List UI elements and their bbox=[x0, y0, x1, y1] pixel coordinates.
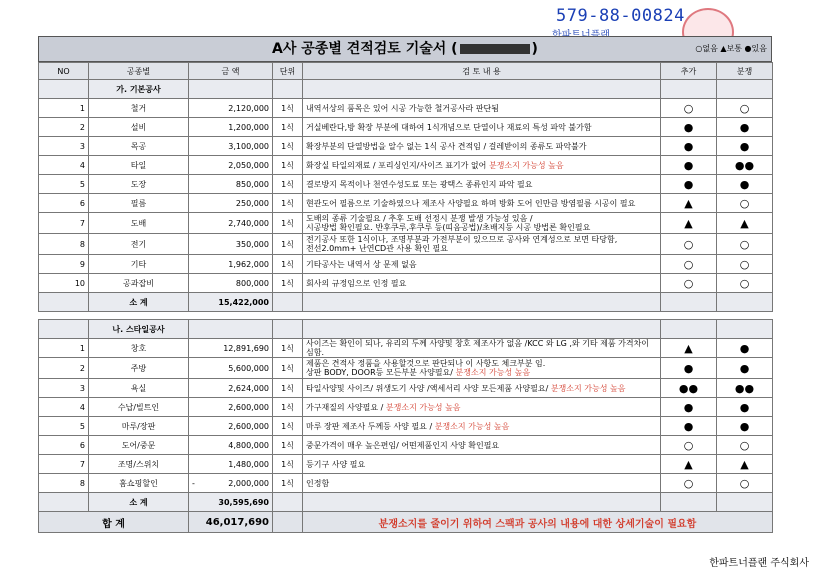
row-unit: 1식 bbox=[273, 398, 303, 417]
header-review: 검 토 내 용 bbox=[303, 63, 661, 80]
row-unit: 1식 bbox=[273, 234, 303, 255]
table-row bbox=[39, 255, 773, 274]
document-title-bar: A사 공종별 견적검토 기술서 ( ) ○없음 ▲보통 ●있음 bbox=[38, 36, 772, 62]
row-trade: 도장 bbox=[89, 175, 189, 194]
table-row bbox=[39, 339, 773, 358]
review-text: 가구재질의 사양필요 / bbox=[306, 402, 386, 412]
row-trade: 마루/장판 bbox=[89, 417, 189, 436]
table-row bbox=[39, 213, 773, 234]
add-marker: ● bbox=[661, 156, 717, 175]
subtotal-amount: 15,422,000 bbox=[189, 293, 273, 312]
row-review bbox=[303, 274, 661, 293]
row-amount bbox=[189, 274, 273, 293]
dispute-marker: ○ bbox=[717, 194, 773, 213]
row-amount bbox=[189, 99, 273, 118]
estimate-sheet bbox=[38, 36, 772, 533]
row-trade: 홈쇼핑할인 bbox=[89, 474, 189, 493]
amount-value: 12,891,690 bbox=[223, 343, 269, 353]
row-no: 10 bbox=[39, 274, 89, 293]
add-marker: ● bbox=[661, 137, 717, 156]
row-review bbox=[303, 379, 661, 398]
dispute-marker: ● bbox=[717, 175, 773, 194]
section-label: 나. 스타일공사 bbox=[89, 320, 189, 339]
add-marker: ● bbox=[661, 175, 717, 194]
row-no: 1 bbox=[39, 99, 89, 118]
subtotal-row bbox=[39, 293, 773, 312]
add-marker: ○ bbox=[661, 99, 717, 118]
add-marker: ● bbox=[661, 118, 717, 137]
header-no: NO bbox=[39, 63, 89, 80]
row-no: 3 bbox=[39, 137, 89, 156]
add-marker: ▲ bbox=[661, 213, 717, 234]
dispute-marker: ●● bbox=[717, 156, 773, 175]
row-no: 9 bbox=[39, 255, 89, 274]
row-unit: 1식 bbox=[273, 274, 303, 293]
row-no: 8 bbox=[39, 474, 89, 493]
add-marker: ○ bbox=[661, 436, 717, 455]
header-unit: 단위 bbox=[273, 63, 303, 80]
row-amount bbox=[189, 255, 273, 274]
row-trade: 타일 bbox=[89, 156, 189, 175]
row-unit: 1식 bbox=[273, 156, 303, 175]
row-trade: 수납/빌트인 bbox=[89, 398, 189, 417]
row-review bbox=[303, 118, 661, 137]
row-no: 8 bbox=[39, 234, 89, 255]
review-text: 제품은 견적사 정품을 사용할것으로 판단되나 이 사항도 체크부분 임. bbox=[306, 359, 546, 368]
table-row bbox=[39, 175, 773, 194]
header-amount: 금 액 bbox=[189, 63, 273, 80]
dispute-marker: ▲ bbox=[717, 213, 773, 234]
amount-value: 2,600,000 bbox=[228, 402, 269, 412]
row-no: 6 bbox=[39, 194, 89, 213]
row-unit: 1식 bbox=[273, 213, 303, 234]
row-unit: 1식 bbox=[273, 137, 303, 156]
row-trade: 철거 bbox=[89, 99, 189, 118]
row-amount bbox=[189, 398, 273, 417]
review-text: 인정함 bbox=[306, 478, 330, 488]
add-marker: ▲ bbox=[661, 455, 717, 474]
dispute-marker: ● bbox=[717, 358, 773, 379]
review-table bbox=[38, 62, 773, 533]
header-row bbox=[39, 63, 773, 80]
row-amount bbox=[189, 213, 273, 234]
dispute-marker: ● bbox=[717, 398, 773, 417]
row-review bbox=[303, 234, 661, 255]
add-marker: ○ bbox=[661, 274, 717, 293]
row-amount bbox=[189, 234, 273, 255]
row-no: 2 bbox=[39, 358, 89, 379]
dispute-marker: ○ bbox=[717, 234, 773, 255]
amount-value: 1,200,000 bbox=[228, 122, 269, 132]
subtotal-label: 소 계 bbox=[89, 493, 189, 512]
amount-value: 5,600,000 bbox=[228, 363, 269, 373]
total-amount: 46,017,690 bbox=[189, 512, 273, 533]
amount-value: 1,962,000 bbox=[228, 259, 269, 269]
review-text: 결로방지 목적이나 천연수성도료 또는 광택스 종류인지 파악 필요 bbox=[306, 179, 533, 189]
table-row bbox=[39, 118, 773, 137]
table-row bbox=[39, 274, 773, 293]
review-warning: 분쟁소지 가능성 높음 bbox=[434, 421, 510, 431]
table-row bbox=[39, 474, 773, 493]
row-review bbox=[303, 358, 661, 379]
review-text: 확장부분의 단열방법을 알수 없는 1식 공사 견적임 / 걸레받이의 종류도 파악불가 bbox=[306, 141, 587, 151]
review-text: 사이즈는 확인이 되나, 유리의 두께 사양및 창호 제조사가 없음 /KCC 와 LG ,와 기타 제품 가격차이 심함. bbox=[306, 339, 650, 357]
review-text-line2: 전선2.0mm+ 난연CD관 사용 확인 필요 bbox=[306, 244, 448, 253]
header-add: 추가 bbox=[661, 63, 717, 80]
review-warning: 분쟁소지 가능성 높음 bbox=[385, 402, 461, 412]
dispute-marker: ● bbox=[717, 137, 773, 156]
row-no: 7 bbox=[39, 213, 89, 234]
section-header bbox=[39, 80, 773, 99]
dispute-marker: ○ bbox=[717, 255, 773, 274]
row-unit: 1식 bbox=[273, 339, 303, 358]
row-trade: 필름 bbox=[89, 194, 189, 213]
amount-value: 2,050,000 bbox=[228, 160, 269, 170]
row-no: 2 bbox=[39, 118, 89, 137]
amount-value: 1,480,000 bbox=[228, 459, 269, 469]
table-row bbox=[39, 417, 773, 436]
legend: ○없음 ▲보통 ●있음 bbox=[695, 44, 767, 53]
table-row bbox=[39, 234, 773, 255]
row-amount bbox=[189, 417, 273, 436]
row-trade: 공과잡비 bbox=[89, 274, 189, 293]
review-text: 현관도어 필름으로 기술하였으나 제조사 사양필요 하며 방화 도어 인만큼 방염필름 시공이 필요 bbox=[306, 198, 636, 208]
row-review bbox=[303, 455, 661, 474]
review-text: 전기공사 또한 1식이나, 조명부분과 가전부분이 있으므로 공사와 연계성으로 보면 타당함, bbox=[306, 235, 618, 244]
review-text: 화장실 타일의재료 / 포리싱인지/사이즈 표기가 없어 bbox=[306, 160, 489, 170]
row-review bbox=[303, 137, 661, 156]
table-row bbox=[39, 137, 773, 156]
add-marker: ● bbox=[661, 417, 717, 436]
row-review bbox=[303, 194, 661, 213]
row-no: 4 bbox=[39, 398, 89, 417]
add-marker: ▲ bbox=[661, 194, 717, 213]
row-unit: 1식 bbox=[273, 99, 303, 118]
amount-value: 2,624,000 bbox=[228, 383, 269, 393]
row-review bbox=[303, 474, 661, 493]
amount-value: 250,000 bbox=[235, 198, 269, 208]
add-marker: ●● bbox=[661, 379, 717, 398]
business-number: 579-88-00824 bbox=[556, 6, 685, 26]
row-review bbox=[303, 255, 661, 274]
row-unit: 1식 bbox=[273, 358, 303, 379]
section-header bbox=[39, 320, 773, 339]
row-unit: 1식 bbox=[273, 255, 303, 274]
amount-value: 2,600,000 bbox=[228, 421, 269, 431]
row-amount bbox=[189, 194, 273, 213]
row-no: 3 bbox=[39, 379, 89, 398]
row-review bbox=[303, 175, 661, 194]
row-review bbox=[303, 156, 661, 175]
header-trade: 공종별 bbox=[89, 63, 189, 80]
table-row bbox=[39, 455, 773, 474]
row-trade: 기타 bbox=[89, 255, 189, 274]
review-text: 거실베란다,방 확장 부분에 대하여 1식개념으로 단열이나 재료의 특성 파악 불가함 bbox=[306, 122, 592, 132]
row-unit: 1식 bbox=[273, 455, 303, 474]
dispute-marker: ● bbox=[717, 417, 773, 436]
review-text: 내역서상의 품목은 있어 시공 가능한 철거공사라 판단됨 bbox=[306, 103, 499, 113]
row-unit: 1식 bbox=[273, 436, 303, 455]
row-trade: 창호 bbox=[89, 339, 189, 358]
row-review bbox=[303, 436, 661, 455]
row-amount bbox=[189, 156, 273, 175]
row-trade: 도어/중문 bbox=[89, 436, 189, 455]
amount-value: 2,120,000 bbox=[228, 103, 269, 113]
row-review bbox=[303, 99, 661, 118]
add-marker: ○ bbox=[661, 234, 717, 255]
row-amount bbox=[189, 379, 273, 398]
add-marker: ▲ bbox=[661, 339, 717, 358]
row-trade: 주방 bbox=[89, 358, 189, 379]
review-text-line2: 시공방법 확인필요. 반후쿠루,후쿠루 등(띠음공법)/초배지등 시공 방법론 확인필요 bbox=[306, 223, 591, 232]
row-review bbox=[303, 213, 661, 234]
dispute-marker: ● bbox=[717, 339, 773, 358]
row-amount bbox=[189, 137, 273, 156]
table-row bbox=[39, 358, 773, 379]
row-unit: 1식 bbox=[273, 118, 303, 137]
total-note: 분쟁소지를 줄이기 위하여 스팩과 공사의 내용에 대한 상세기술이 필요함 bbox=[303, 512, 773, 533]
amount-prefix: - bbox=[192, 478, 195, 488]
review-warning: 분쟁소지 가능성 높음 bbox=[550, 383, 626, 393]
row-trade: 욕실 bbox=[89, 379, 189, 398]
row-no: 5 bbox=[39, 417, 89, 436]
add-marker: ○ bbox=[661, 474, 717, 493]
review-warning: 분쟁소지 가능성 높음 bbox=[488, 160, 564, 170]
row-trade: 전기 bbox=[89, 234, 189, 255]
header-dispute: 분쟁 bbox=[717, 63, 773, 80]
total-label: 합 계 bbox=[39, 512, 189, 533]
row-trade: 목공 bbox=[89, 137, 189, 156]
row-trade: 도배 bbox=[89, 213, 189, 234]
row-unit: 1식 bbox=[273, 194, 303, 213]
row-amount bbox=[189, 339, 273, 358]
amount-value: 3,100,000 bbox=[228, 141, 269, 151]
table-row bbox=[39, 99, 773, 118]
total-row bbox=[39, 512, 773, 533]
review-text: 기타공사는 내역서 상 문제 없음 bbox=[306, 259, 417, 269]
row-amount bbox=[189, 474, 273, 493]
subtotal-amount: 30,595,690 bbox=[189, 493, 273, 512]
amount-value: 4,800,000 bbox=[228, 440, 269, 450]
row-no: 1 bbox=[39, 339, 89, 358]
review-warning: 분쟁소지 가능성 높음 bbox=[455, 368, 531, 377]
amount-value: 800,000 bbox=[235, 278, 269, 288]
review-text: 등기구 사양 필요 bbox=[306, 459, 366, 469]
amount-value: 850,000 bbox=[235, 179, 269, 189]
row-unit: 1식 bbox=[273, 474, 303, 493]
add-marker: ○ bbox=[661, 255, 717, 274]
row-review bbox=[303, 417, 661, 436]
amount-value: 350,000 bbox=[235, 239, 269, 249]
dispute-marker: ▲ bbox=[717, 455, 773, 474]
row-review bbox=[303, 339, 661, 358]
row-amount bbox=[189, 118, 273, 137]
row-unit: 1식 bbox=[273, 417, 303, 436]
add-marker: ● bbox=[661, 358, 717, 379]
dispute-marker: ○ bbox=[717, 436, 773, 455]
review-text: 도배의 종류 기술필요 / 추후 도배 선정시 분쟁 발생 가능성 있음 / bbox=[306, 214, 533, 223]
footer-company: 한파트너플랜 주식회사 bbox=[709, 558, 809, 569]
row-amount bbox=[189, 436, 273, 455]
dispute-marker: ○ bbox=[717, 474, 773, 493]
row-unit: 1식 bbox=[273, 175, 303, 194]
row-unit: 1식 bbox=[273, 379, 303, 398]
review-text: 마루 장판 제조사 두께등 사양 필요 / bbox=[306, 421, 435, 431]
table-row bbox=[39, 156, 773, 175]
table-row bbox=[39, 436, 773, 455]
row-no: 7 bbox=[39, 455, 89, 474]
review-text: 중문가격이 매우 높은편임/ 어떤제품인지 사양 확인필요 bbox=[306, 440, 500, 450]
row-amount bbox=[189, 358, 273, 379]
review-text: 타일사양및 사이즈/ 위생도기 사양 /액세서리 사양 모든제품 사양필요/ bbox=[306, 383, 551, 393]
table-row bbox=[39, 194, 773, 213]
row-trade: 조명/스위치 bbox=[89, 455, 189, 474]
amount-value: 2,000,000 bbox=[228, 478, 269, 488]
table-row bbox=[39, 379, 773, 398]
add-marker: ● bbox=[661, 398, 717, 417]
row-no: 4 bbox=[39, 156, 89, 175]
document-title: A사 공종별 견적검토 기술서 ( bbox=[272, 41, 458, 57]
review-text-line2: 상판 BODY, DOOR등 모든부분 사양필요/ bbox=[306, 368, 456, 377]
row-review bbox=[303, 398, 661, 417]
section-label: 가. 기본공사 bbox=[89, 80, 189, 99]
dispute-marker: ●● bbox=[717, 379, 773, 398]
row-trade: 설비 bbox=[89, 118, 189, 137]
row-no: 5 bbox=[39, 175, 89, 194]
review-text: 회사의 규정임으로 인정 필요 bbox=[306, 278, 407, 288]
row-no: 6 bbox=[39, 436, 89, 455]
table-row bbox=[39, 398, 773, 417]
dispute-marker: ● bbox=[717, 118, 773, 137]
subtotal-row bbox=[39, 493, 773, 512]
row-amount bbox=[189, 175, 273, 194]
subtotal-label: 소 계 bbox=[89, 293, 189, 312]
amount-value: 2,740,000 bbox=[228, 218, 269, 228]
row-amount bbox=[189, 455, 273, 474]
dispute-marker: ○ bbox=[717, 99, 773, 118]
dispute-marker: ○ bbox=[717, 274, 773, 293]
